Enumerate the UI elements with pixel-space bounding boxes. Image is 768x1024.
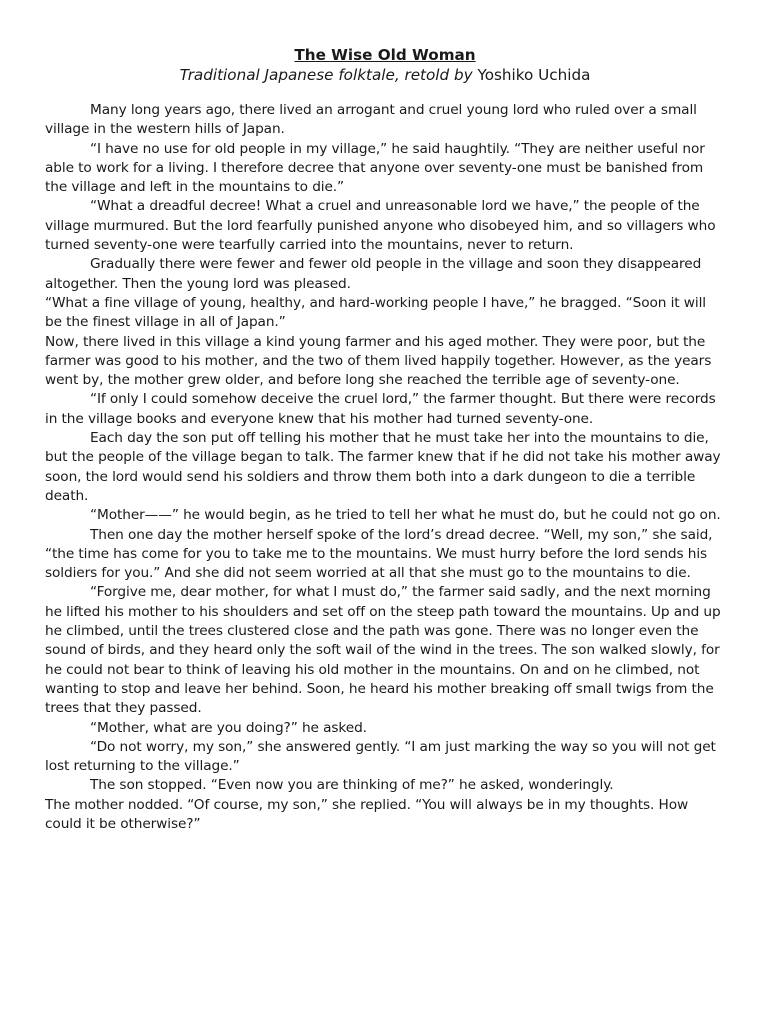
- paragraph: “Forgive me, dear mother, for what I must do,” the farmer said sadly, and the next morning he lifted his mother to his shoulders and set off on the steep path toward the mountains. Up and up he climbed, until the trees clustered close and the path was gone. There was no longer even the sound of birds, and they heard only the soft wail of the wind in the trees. The son walked slowly, for he could not bear to think of leaving his old mother in the mountains. On and on he climbed, not wanting to stop and leave her behind. Soon, he heard his mother breaking off small twigs from the trees that they passed.: [45, 584, 721, 717]
- subtitle-italic: Traditional Japanese folktale, retold by: [179, 66, 473, 84]
- story-body: [45, 101, 725, 834]
- paragraph: “Mother——” he would begin, as he tried to tell her what he must do, but he could not go on.: [90, 507, 721, 524]
- paragraph: The mother nodded. “Of course, my son,” she replied. “You will always be in my thoughts. How could it be otherwise?”: [45, 796, 689, 832]
- document-title: The Wise Old Woman: [294, 46, 476, 64]
- paragraph: “Do not worry, my son,” she answered gently. “I am just marking the way so you will not get lost returning to the village.”: [45, 738, 716, 775]
- document-subtitle: [45, 65, 725, 85]
- paragraph: Gradually there were fewer and fewer old people in the village and soon they disappeared altogether. Then the young lord was pleased.: [45, 256, 702, 292]
- paragraph: “I have no use for old people in my village,” he said haughtily. “They are neither useful nor able to work for a living. I therefore decree that anyone over seventy-one must be banished from the village and left in the mountains to die.”: [45, 140, 705, 196]
- paragraph: “If only I could somehow deceive the cruel lord,” the farmer thought. But there were records in the village books and everyone knew that his mother had turned seventy-one.: [45, 391, 716, 427]
- paragraph: “What a dreadful decree! What a cruel and unreasonable lord we have,” the people of the village murmured. But the lord fearfully punished anyone who disobeyed him, and so villagers who turned seventy-one were tearfully carried into the mountains, never to return.: [45, 198, 716, 254]
- paragraph: The son stopped. “Even now you are thinking of me?” he asked, wonderingly.: [90, 777, 614, 794]
- paragraph: Now, there lived in this village a kind young farmer and his aged mother. They were poor, but the farmer was good to his mother, and the two of them lived happily together. However, as the years went by, the mother grew older, and before long she reached the terrible age of seventy-one.: [45, 333, 712, 389]
- paragraph: “Mother, what are you doing?” he asked.: [90, 719, 367, 736]
- paragraph: Many long years ago, there lived an arrogant and cruel young lord who ruled over a small village in the western hills of Japan.: [45, 102, 697, 138]
- paragraph: Each day the son put off telling his mother that he must take her into the mountains to die, but the people of the village began to talk. The farmer knew that if he did not take his mother away soon, the lord would send his soldiers and throw them both into a dark dungeon to die a terrible death.: [45, 430, 721, 504]
- paragraph: “What a fine village of young, healthy, and hard-working people I have,” he bragged. “Soon it will be the finest village in all of Japan.”: [45, 294, 707, 331]
- subtitle-author: Yoshiko Uchida: [472, 66, 591, 84]
- document-page: [45, 46, 725, 834]
- paragraph: Then one day the mother herself spoke of the lord’s dread decree. “Well, my son,” she said, “the time has come for you to take me to the mountains. We must hurry before the lord sends his soldiers for you.” And she did not seem worried at all that she must go to the mountains to die.: [45, 526, 713, 582]
